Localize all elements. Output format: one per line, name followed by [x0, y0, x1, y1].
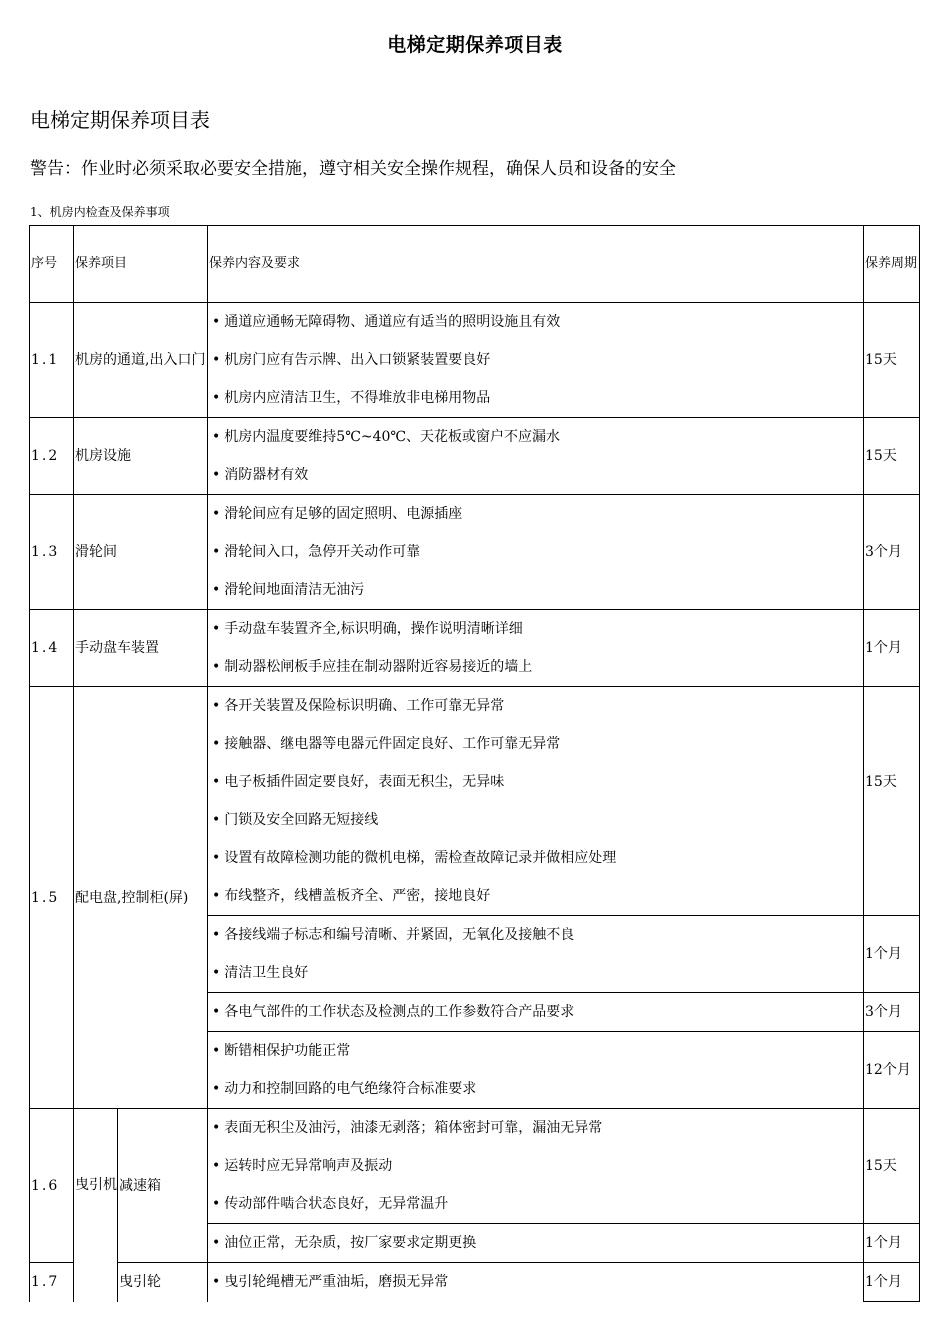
- row-seq: 1.7: [30, 1263, 74, 1302]
- table-row: [30, 1263, 920, 1302]
- row-period: 1个月: [864, 916, 920, 993]
- row-seq: 1.2: [30, 418, 74, 495]
- header-seq: 序号: [30, 226, 74, 303]
- section-title: 1、机房内检查及保养事项: [30, 205, 170, 219]
- row-content: [208, 303, 864, 418]
- list-item: • 消防器材有效: [212, 456, 863, 494]
- row-item: 手动盘车装置: [74, 610, 208, 687]
- row-item: 滑轮间: [74, 495, 208, 610]
- list-item: • 布线整齐，线槽盖板齐全、严密，接地良好: [212, 877, 863, 915]
- row-seq: 1.4: [30, 610, 74, 687]
- list-item: • 曳引轮绳槽无严重油垢，磨损无异常: [212, 1263, 863, 1301]
- row-period: 15天: [864, 303, 920, 418]
- table-row: [30, 495, 920, 610]
- list-item: • 通道应通畅无障碍物、通道应有适当的照明设施且有效: [212, 303, 863, 341]
- row-content: [208, 916, 864, 993]
- row-period: 15天: [864, 1109, 920, 1224]
- row-period: 15天: [864, 418, 920, 495]
- maintenance-table: [29, 225, 920, 1302]
- header-content: 保养内容及要求: [208, 226, 864, 303]
- row-content: [208, 1032, 864, 1109]
- row-seq: 1.3: [30, 495, 74, 610]
- row-content: [208, 610, 864, 687]
- page-title: 电梯定期保养项目表: [387, 34, 563, 56]
- list-item: • 动力和控制回路的电气绝缘符合标准要求: [212, 1070, 863, 1108]
- row-period: 1个月: [864, 1263, 920, 1302]
- table-row: [30, 1109, 920, 1224]
- list-item: • 制动器松闸板手应挂在制动器附近容易接近的墙上: [212, 648, 863, 686]
- row-subitem: 曳引轮: [118, 1263, 208, 1302]
- row-period: 1个月: [864, 610, 920, 687]
- list-item: • 手动盘车装置齐全,标识明确，操作说明清晰详细: [212, 610, 863, 648]
- row-period: 15天: [864, 687, 920, 916]
- row-item: 机房的通道,出入口门: [74, 303, 208, 418]
- row-subitem: 减速箱: [118, 1109, 208, 1263]
- list-item: • 油位正常，无杂质，按厂家要求定期更换: [212, 1224, 863, 1262]
- header-item: 保养项目: [74, 226, 208, 303]
- document-heading: 电梯定期保养项目表: [30, 108, 210, 132]
- row-content: [208, 1263, 864, 1302]
- list-item: • 电子板插件固定要良好，表面无积尘，无异味: [212, 763, 863, 801]
- row-period: 1个月: [864, 1224, 920, 1263]
- list-item: • 表面无积尘及油污，油漆无剥落；箱体密封可靠，漏油无异常: [212, 1109, 863, 1147]
- list-item: • 机房内温度要维持5℃~40℃、天花板或窗户不应漏水: [212, 418, 863, 456]
- list-item: • 机房内应清洁卫生，不得堆放非电梯用物品: [212, 379, 863, 417]
- list-item: • 机房门应有告示牌、出入口锁紧装置要良好: [212, 341, 863, 379]
- row-item: 曳引机: [74, 1109, 118, 1302]
- list-item: • 滑轮间入口，急停开关动作可靠: [212, 533, 863, 571]
- table-row: [30, 418, 920, 495]
- table-header-row: [30, 226, 920, 303]
- table-row: [30, 610, 920, 687]
- list-item: • 门锁及安全回路无短接线: [212, 801, 863, 839]
- list-item: • 滑轮间地面清洁无油污: [212, 571, 863, 609]
- safety-warning: 警告：作业时必须采取必要安全措施，遵守相关安全操作规程，确保人员和设备的安全: [30, 159, 676, 179]
- row-period: 3个月: [864, 495, 920, 610]
- list-item: • 运转时应无异常响声及振动: [212, 1147, 863, 1185]
- row-seq: 1.5: [30, 687, 74, 1109]
- row-content: [208, 1224, 864, 1263]
- row-content: [208, 993, 864, 1032]
- table-row: [30, 303, 920, 418]
- row-period: 12个月: [864, 1032, 920, 1109]
- row-item: 机房设施: [74, 418, 208, 495]
- list-item: • 滑轮间应有足够的固定照明、电源插座: [212, 495, 863, 533]
- row-item: 配电盘,控制柜(屏): [74, 687, 208, 1109]
- row-seq: 1.6: [30, 1109, 74, 1263]
- row-content: [208, 418, 864, 495]
- list-item: • 各开关装置及保险标识明确、工作可靠无异常: [212, 687, 863, 725]
- list-item: • 接触器、继电器等电器元件固定良好、工作可靠无异常: [212, 725, 863, 763]
- header-period: 保养周期: [864, 226, 920, 303]
- list-item: • 各电气部件的工作状态及检测点的工作参数符合产品要求: [212, 993, 863, 1031]
- list-item: • 各接线端子标志和编号清晰、并紧固，无氧化及接触不良: [212, 916, 863, 954]
- row-content: [208, 495, 864, 610]
- row-content: [208, 687, 864, 916]
- row-period: 3个月: [864, 993, 920, 1032]
- list-item: • 清洁卫生良好: [212, 954, 863, 992]
- list-item: • 传动部件啮合状态良好，无异常温升: [212, 1185, 863, 1223]
- table-row: [30, 687, 920, 916]
- list-item: • 断错相保护功能正常: [212, 1032, 863, 1070]
- row-seq: 1.1: [30, 303, 74, 418]
- list-item: • 设置有故障检测功能的微机电梯，需检查故障记录并做相应处理: [212, 839, 863, 877]
- row-content: [208, 1109, 864, 1224]
